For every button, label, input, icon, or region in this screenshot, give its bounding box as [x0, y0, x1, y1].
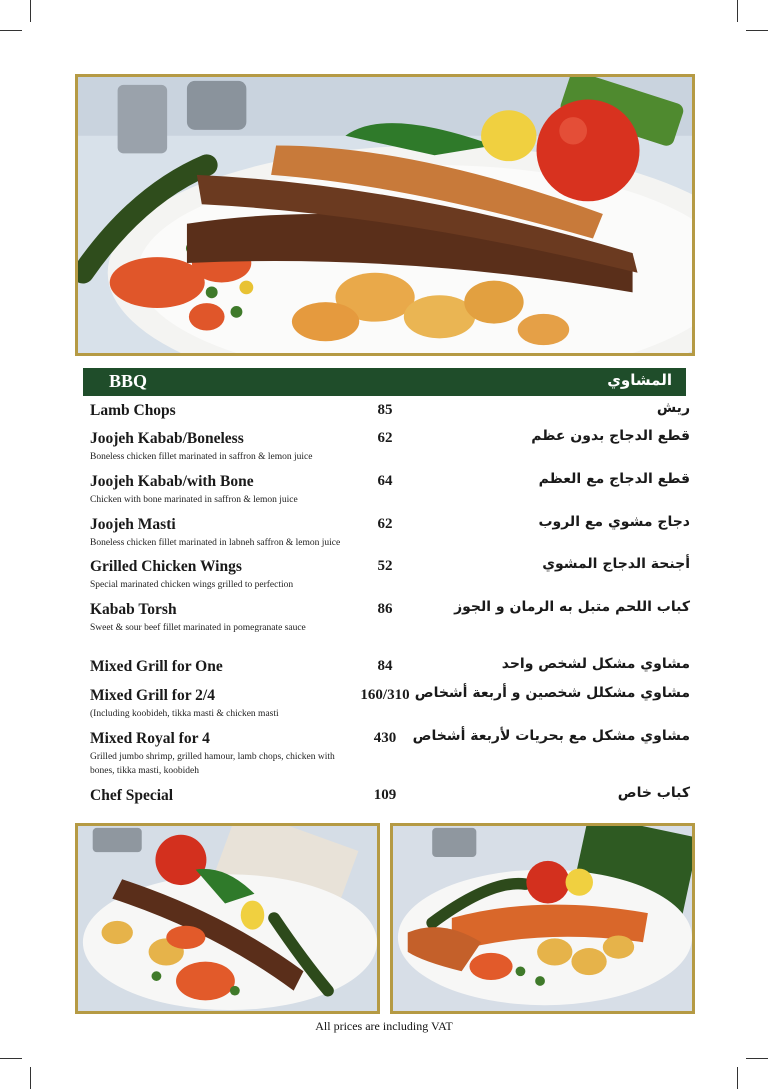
menu-item-description: Chicken with bone marinated in saffron & lemon juice [90, 495, 298, 505]
menu-item-price: 86 [377, 601, 393, 617]
menu-item-description: Sweet & sour beef fillet marinated in pomegranate sauce [90, 623, 306, 633]
menu-item-name: Kabab Torsh [90, 601, 177, 618]
menu-item-name-ar: مشاوي مشكل مع بحريات لأربعة أشخاص [412, 728, 690, 744]
menu-item-name: Joojeh Kabab/with Bone [90, 473, 254, 490]
menu-item-price: 430 [373, 730, 397, 746]
chicken-kabab-plate-photo [390, 823, 695, 1014]
menu-item-description: Boneless chicken fillet marinated in labneh saffron & lemon juice [90, 538, 341, 548]
menu-item-name-ar: قطع الدجاج مع العظم [538, 471, 690, 487]
menu-item-description: Special marinated chicken wings grilled to perfection [90, 580, 294, 590]
menu-item-name-ar: مشاوي مشكلل شخصين و أربعة أشخاص [414, 685, 690, 701]
menu-item-name-ar: مشاوي مشكل لشخص واحد [501, 656, 690, 672]
lamb-kabab-plate-photo [75, 823, 380, 1014]
menu-item-name: Chef Special [90, 787, 174, 804]
menu-item-name-ar: كباب اللحم متبل به الرمان و الجوز [454, 599, 690, 615]
menu-item-price: 52 [377, 558, 393, 574]
menu-item-name-ar: دجاج مشوي مع الروب [538, 514, 690, 530]
section-title-en: BBQ [109, 371, 148, 391]
menu-item-name-ar: ريش [656, 400, 690, 416]
menu-item-description: (Including koobideh, tikka masti & chicken masti [90, 709, 279, 719]
menu-item-name: Mixed Royal for 4 [90, 730, 210, 747]
menu-item-name: Lamb Chops [90, 402, 176, 419]
menu-item-name: Mixed Grill for 2/4 [90, 687, 215, 704]
menu-item-price: 109 [373, 787, 397, 803]
menu-item-price: 85 [377, 402, 393, 418]
menu-item-price: 62 [377, 430, 393, 446]
menu-item-name-ar: قطع الدجاج بدون عظم [531, 428, 690, 444]
menu-item-name-ar: أجنحة الدجاج المشوي [542, 556, 690, 572]
menu-item-name: Joojeh Masti [90, 516, 176, 533]
menu-item-description: Grilled jumbo shrimp, grilled hamour, lamb chops, chicken with bones, tikka masti, koobideh [90, 752, 335, 776]
menu-item-name-ar: كباب خاص [617, 785, 690, 801]
section-title-ar: المشاوي [607, 371, 672, 389]
menu-item-description: Boneless chicken fillet marinated in saffron & lemon juice [90, 452, 313, 462]
menu-item-name: Mixed Grill for One [90, 658, 223, 675]
footer-vat-note: All prices are including VAT [315, 1019, 453, 1033]
menu-item-price: 160/310 [360, 687, 410, 703]
menu-item-price: 64 [377, 473, 393, 489]
menu-item-name: Grilled Chicken Wings [90, 558, 242, 575]
menu-item-price: 62 [377, 516, 393, 532]
menu-item-name: Joojeh Kabab/Boneless [90, 430, 244, 447]
menu-item-price: 84 [377, 658, 393, 674]
